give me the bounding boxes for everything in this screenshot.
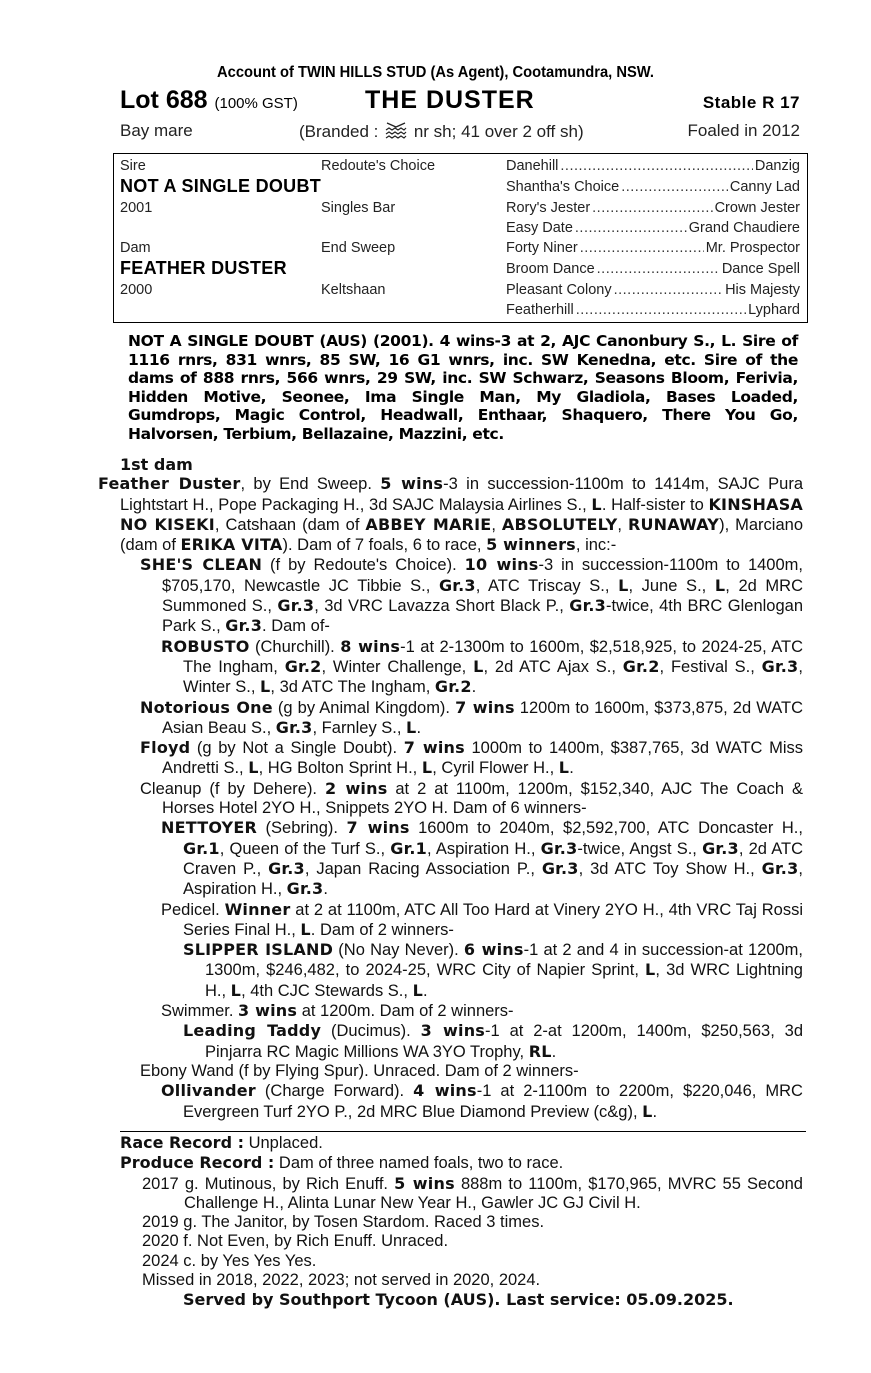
text: 888m to 1100m, $170,965, MVRC 55 Second Challenge H., Alinta Lunar New Year H., Gawler JC GJ Civil H. [184, 1174, 803, 1212]
grade: Gr.3 [540, 838, 578, 858]
account-line: Account of TWIN HILLS STUD (As Agent), Cootamundra, NSW. [217, 64, 654, 81]
text: , [491, 515, 502, 534]
text: . Dam of- [262, 617, 330, 636]
sire-sire: Redoute's Choice [321, 158, 436, 174]
ancestor-row [506, 302, 800, 318]
text: (f by Redoute's Choice). [262, 556, 465, 575]
text: , 2d MRC Summoned S., [162, 576, 804, 616]
grade: Gr.3 [268, 858, 305, 878]
sire-summary: NOT A SINGLE DOUBT (AUS) (2001). 4 wins-3 at 2, AJC Canonbury S., L. Sire of 1116 rnrs, 831 wnrs, 85 SW, 16 G1 wnrs, inc. SW Kenedna, etc. Sire of the dams of 888 rnrs, 566 wnrs, 29 SW, inc. SW Schwarz, Seasons Bloom, Ferivia, Hidden Motive, Seonee, Ima Single Man, My Gladiola, Bases Loaded, Gumdrops, Magic Control, Headwall, Enthaar, Shaquero, There You Go, Halvorsen, Terbium, Bellazaine, Mazzini, etc. [128, 332, 798, 443]
lot-label: Lot 688 [120, 86, 208, 114]
wins: 6 wins [463, 940, 524, 960]
ancestor-row [506, 261, 800, 277]
text: . [323, 880, 328, 899]
leader-dots [597, 261, 720, 277]
horse-name: Floyd [140, 738, 191, 758]
text: Swimmer. [161, 1002, 239, 1021]
text: . [471, 678, 477, 697]
produce-leading-taddy [98, 1021, 803, 1062]
text: , Festival S., [659, 657, 762, 676]
text: 1000m to 1400m, $387,765, 3d WATC Miss Andretti S., [162, 739, 803, 778]
text: Cleanup (f by Dehere). [140, 779, 325, 798]
text: , 3d WRC Lightning H., [205, 961, 803, 1000]
text: , 2d ATC Ajax S., [483, 657, 623, 676]
text: Pedicel. [161, 900, 225, 919]
ancestor-row [506, 282, 800, 298]
ancestor-left: Rory's Jester [506, 200, 591, 216]
produce-ollivander [98, 1081, 803, 1122]
leader-dots [592, 200, 712, 216]
grade: Gr.3 [286, 879, 324, 899]
grade: Gr.3 [438, 575, 476, 595]
ancestor-right: Crown Jester [714, 200, 800, 216]
wins: 2 wins [324, 778, 388, 798]
text: , inc:- [575, 536, 617, 555]
produce-nettoyer [98, 818, 803, 899]
text: -1 at 2-at 1200m, 1400m, $250,563, 3d Pinjarra RC Magic Millions WA 3YO Trophy, [205, 1022, 804, 1061]
text: (Ducimus). [321, 1022, 421, 1041]
grade: Gr.3 [275, 717, 313, 737]
ancestor-right: His Majesty [725, 282, 800, 298]
label: Produce Record : [120, 1153, 275, 1173]
text: Dam of three named foals, two to race. [274, 1154, 564, 1173]
ancestor-row [506, 200, 800, 216]
leader-dots [614, 282, 723, 298]
listed: L [300, 919, 311, 939]
text: -3 in succession-1100m to 1414m, SAJC Pura Lightstart H., Pope Packaging H., 3d SAJC Malaysia Airlines S., [120, 475, 803, 514]
wins: 3 wins [420, 1021, 486, 1041]
produce-cleanup [98, 779, 803, 819]
leader-dots [576, 302, 746, 318]
ancestor-right: Dance Spell [721, 261, 800, 277]
brand-prefix: (Branded : [299, 122, 384, 141]
horse-name: Leading Taddy [183, 1021, 322, 1041]
text: . [652, 1102, 658, 1121]
text: , 3d ATC The Ingham, [270, 678, 435, 697]
text: -twice, 4th BRC Glenlogan Park S., [162, 597, 803, 636]
produce-floyd [98, 738, 803, 779]
text: , 3d VRC Lavazza Short Black P., [314, 597, 570, 616]
wins: 10 wins [464, 555, 539, 575]
text: ). Dam of 7 foals, 6 to race, [282, 536, 487, 555]
ancestor-left: Danehill [506, 158, 559, 174]
dam-name: Feather Duster [98, 474, 241, 494]
listed: L [645, 960, 656, 980]
text: -1 at 2-1300m to 1600m, $2,518,925, to 2024-25, ATC The Ingham, [183, 637, 803, 676]
text: Unplaced. [243, 1134, 323, 1152]
text: -1 at 2 and 4 in succession-at 1200m, 1300m, $246,482, to 2024-25, WRC City of Napier Sprint, [205, 941, 804, 980]
produce-2020: 2020 f. Not Even, by Rich Enuff. Unraced. [142, 1232, 449, 1251]
listed: L [412, 980, 423, 1000]
text: , June S., [628, 576, 715, 595]
records-section [120, 1133, 803, 1310]
dam-dam: Keltshaan [321, 282, 386, 298]
relative-name: ABBEY MARIE [365, 514, 492, 534]
leader-dots [621, 179, 728, 195]
horse-name: SLIPPER ISLAND [183, 940, 334, 960]
wins: 7 wins [346, 818, 410, 838]
ancestor-left: Broom Dance [506, 261, 595, 277]
text: (Charge Forward). [255, 1082, 414, 1101]
stable-number: Stable R 17 [702, 93, 800, 112]
listed: L [642, 1101, 653, 1121]
text: ), Marciano (dam of [120, 515, 803, 555]
text: , 2d ATC Craven P., [183, 839, 803, 878]
ancestor-right: Lyphard [748, 302, 800, 318]
horse-name: THE DUSTER [365, 86, 535, 114]
text: , 3d ATC Toy Show H., [578, 859, 762, 878]
sire-dam: Singles Bar [321, 200, 396, 216]
listed: L [591, 494, 602, 514]
text: (Churchill). [249, 637, 341, 656]
produce-shes-clean [98, 555, 803, 636]
horse-name: Ollivander [161, 1081, 256, 1101]
grade: Gr.3 [702, 838, 739, 858]
winner: Winner [224, 899, 291, 919]
text: at 2 at 1100m, ATC All Too Hard at Vinery 2YO H., 4th VRC Taj Rossi Series Final H., [183, 900, 804, 939]
grade: Gr.2 [622, 656, 660, 676]
text: (Sebring). [256, 819, 347, 838]
label: Race Record : [120, 1133, 244, 1152]
grade: Gr.3 [225, 616, 263, 636]
grade: Gr.2 [284, 656, 322, 676]
listed: L [473, 656, 484, 676]
restricted-listed: RL [528, 1041, 552, 1061]
text: Ebony Wand (f by Flying Spur). Unraced. Dam of 2 winners- [140, 1061, 579, 1080]
text: -twice, Angst S., [577, 839, 703, 858]
wins: 7 wins [455, 697, 515, 717]
text: 1200m to 1600m, $373,875, 2d WATC Asian Beau S., [162, 698, 803, 737]
text: , Japan Racing Association P., [304, 859, 542, 878]
grade: Gr.1 [390, 838, 427, 858]
listed: L [260, 677, 271, 697]
text: 2017 g. Mutinous, by Rich Enuff. [142, 1174, 395, 1193]
ancestor-row [506, 158, 800, 174]
relative-name: RUNAWAY [627, 514, 720, 534]
text: , Catshaan (dam of [214, 515, 366, 534]
relative-name: ABSOLUTELY [501, 514, 618, 534]
text: . [416, 718, 422, 737]
produce-2024: 2024 c. by Yes Yes Yes. [142, 1251, 317, 1270]
text: 1600m to 2040m, $2,592,700, ATC Doncaster H., [409, 819, 803, 838]
text: (g by Not a Single Doubt). [190, 739, 404, 758]
leader-dots [580, 240, 704, 256]
sire-year: 2001 [120, 200, 153, 216]
missed-years: Missed in 2018, 2022, 2023; not served in 2020, 2024. [142, 1271, 541, 1290]
text: at 1200m. Dam of 2 winners- [297, 1002, 514, 1021]
text: -3 in succession-1100m to 1400m, $705,170, Newcastle JC Tibbie S., [162, 556, 803, 595]
text: , by End Sweep. [240, 475, 381, 494]
text: , Cyril Flower H., [432, 759, 559, 778]
horse-name: NETTOYER [161, 818, 257, 838]
text: . [422, 981, 428, 1000]
horse-name: Notorious One [140, 697, 273, 717]
wins: 4 wins [413, 1081, 477, 1101]
text: , Winter S., [183, 657, 803, 697]
text: , HG Bolton Sprint H., [258, 759, 422, 778]
produce-ebony-wand [98, 1062, 803, 1081]
served-by: Served by Southport Tycoon (AUS). Last service: 05.09.2025. [183, 1290, 734, 1310]
ancestor-left: Forty Niner [506, 240, 578, 256]
wins: 5 wins [380, 474, 444, 494]
ancestor-row [506, 240, 800, 256]
text: , Aspiration H., [427, 839, 541, 858]
first-dam-section [98, 455, 804, 1122]
text: , Winter Challenge, [321, 657, 474, 676]
grade: Gr.1 [183, 838, 220, 858]
dam-sire: End Sweep [321, 240, 396, 256]
sibling-name: KINSHASA NO KISEKI [120, 494, 803, 534]
text: , [617, 515, 628, 534]
foaled-year: Foaled in 2012 [687, 121, 800, 140]
text: , Farnley S., [312, 718, 407, 737]
ancestor-right: Mr. Prospector [705, 240, 800, 256]
text: . [551, 1042, 557, 1061]
leader-dots [560, 158, 752, 174]
text: , ATC Triscay S., [475, 576, 619, 595]
text: . Half-sister to [601, 495, 709, 514]
brand-description [299, 121, 584, 144]
sire-name: NOT A SINGLE DOUBT [120, 176, 322, 196]
wins: 3 wins [238, 1001, 298, 1021]
grade: Gr.3 [761, 656, 799, 676]
text: (No Nay Never). [333, 941, 464, 960]
text: , Queen of the Turf S., [219, 839, 391, 858]
relative-name: ERIKA VITA [180, 535, 283, 555]
ancestor-left: Shantha's Choice [506, 179, 620, 195]
sire-label: Sire [120, 158, 146, 174]
dam-name: FEATHER DUSTER [120, 258, 287, 278]
ancestor-right: Grand Chaudiere [688, 220, 800, 236]
grade: Gr.3 [761, 858, 799, 878]
gst-note: (100% GST) [214, 95, 298, 112]
listed: L [618, 575, 629, 595]
text: , 4th CJC Stewards S., [241, 981, 413, 1000]
text: at 2 at 1100m, 1200m, $152,340, AJC The Coach & Horses Hotel 2YO H., Snippets 2YO H. Dam of 6 winners- [162, 779, 803, 818]
produce-slipper-island [98, 940, 803, 1001]
ancestor-row [506, 179, 800, 195]
leader-dots [575, 220, 687, 236]
first-dam-heading: 1st dam [120, 455, 193, 474]
brand-suffix: nr sh; 41 over 2 off sh) [409, 122, 584, 141]
grade: Gr.3 [569, 596, 607, 616]
lot-number [120, 86, 298, 115]
ancestor-right: Danzig [754, 158, 800, 174]
text: . Dam of 2 winners- [310, 920, 454, 939]
produce-robusto [98, 637, 803, 698]
ancestor-left: Pleasant Colony [506, 282, 612, 298]
wins: 7 wins [403, 738, 465, 758]
horse-name: ROBUSTO [161, 636, 250, 656]
text: -1 at 2-1100m to 2200m, $220,046, MRC Evergreen Turf 2YO P., 2d MRC Blue Diamond Preview (c&g), [183, 1082, 803, 1121]
ancestor-row [506, 220, 800, 236]
winners: 5 winners [486, 535, 576, 555]
race-record [120, 1133, 803, 1153]
divider [120, 1131, 806, 1132]
listed: L [230, 980, 242, 1000]
dam-year: 2000 [120, 282, 153, 298]
listed: L [248, 758, 259, 778]
text: , Aspiration H., [183, 859, 804, 899]
produce-2017 [120, 1174, 803, 1214]
dam-paragraph [98, 474, 803, 555]
ancestor-right: Canny Lad [729, 179, 800, 195]
listed: L [558, 758, 570, 778]
produce-swimmer [98, 1001, 803, 1021]
listed: L [406, 717, 417, 737]
brand-mark-icon [385, 121, 407, 144]
ancestor-left: Featherhill [506, 302, 574, 318]
grade: Gr.3 [541, 858, 579, 878]
listed: L [421, 758, 433, 778]
produce-notorious-one [98, 698, 803, 739]
grade: Gr.3 [277, 596, 315, 616]
horse-name: SHE'S CLEAN [140, 555, 263, 575]
wins: 5 wins [394, 1173, 455, 1193]
text: (g by Animal Kingdom). [272, 698, 456, 717]
produce-2019: 2019 g. The Janitor, by Tosen Stardom. Raced 3 times. [142, 1213, 545, 1232]
listed: L [714, 575, 726, 595]
grade: Gr.2 [434, 677, 472, 697]
wins: 8 wins [340, 636, 401, 656]
text: . [569, 759, 574, 778]
produce-pedicel [98, 900, 803, 941]
produce-record [120, 1153, 803, 1173]
ancestor-left: Easy Date [506, 220, 573, 236]
sex-colour: Bay mare [120, 121, 193, 140]
dam-label: Dam [120, 240, 151, 256]
